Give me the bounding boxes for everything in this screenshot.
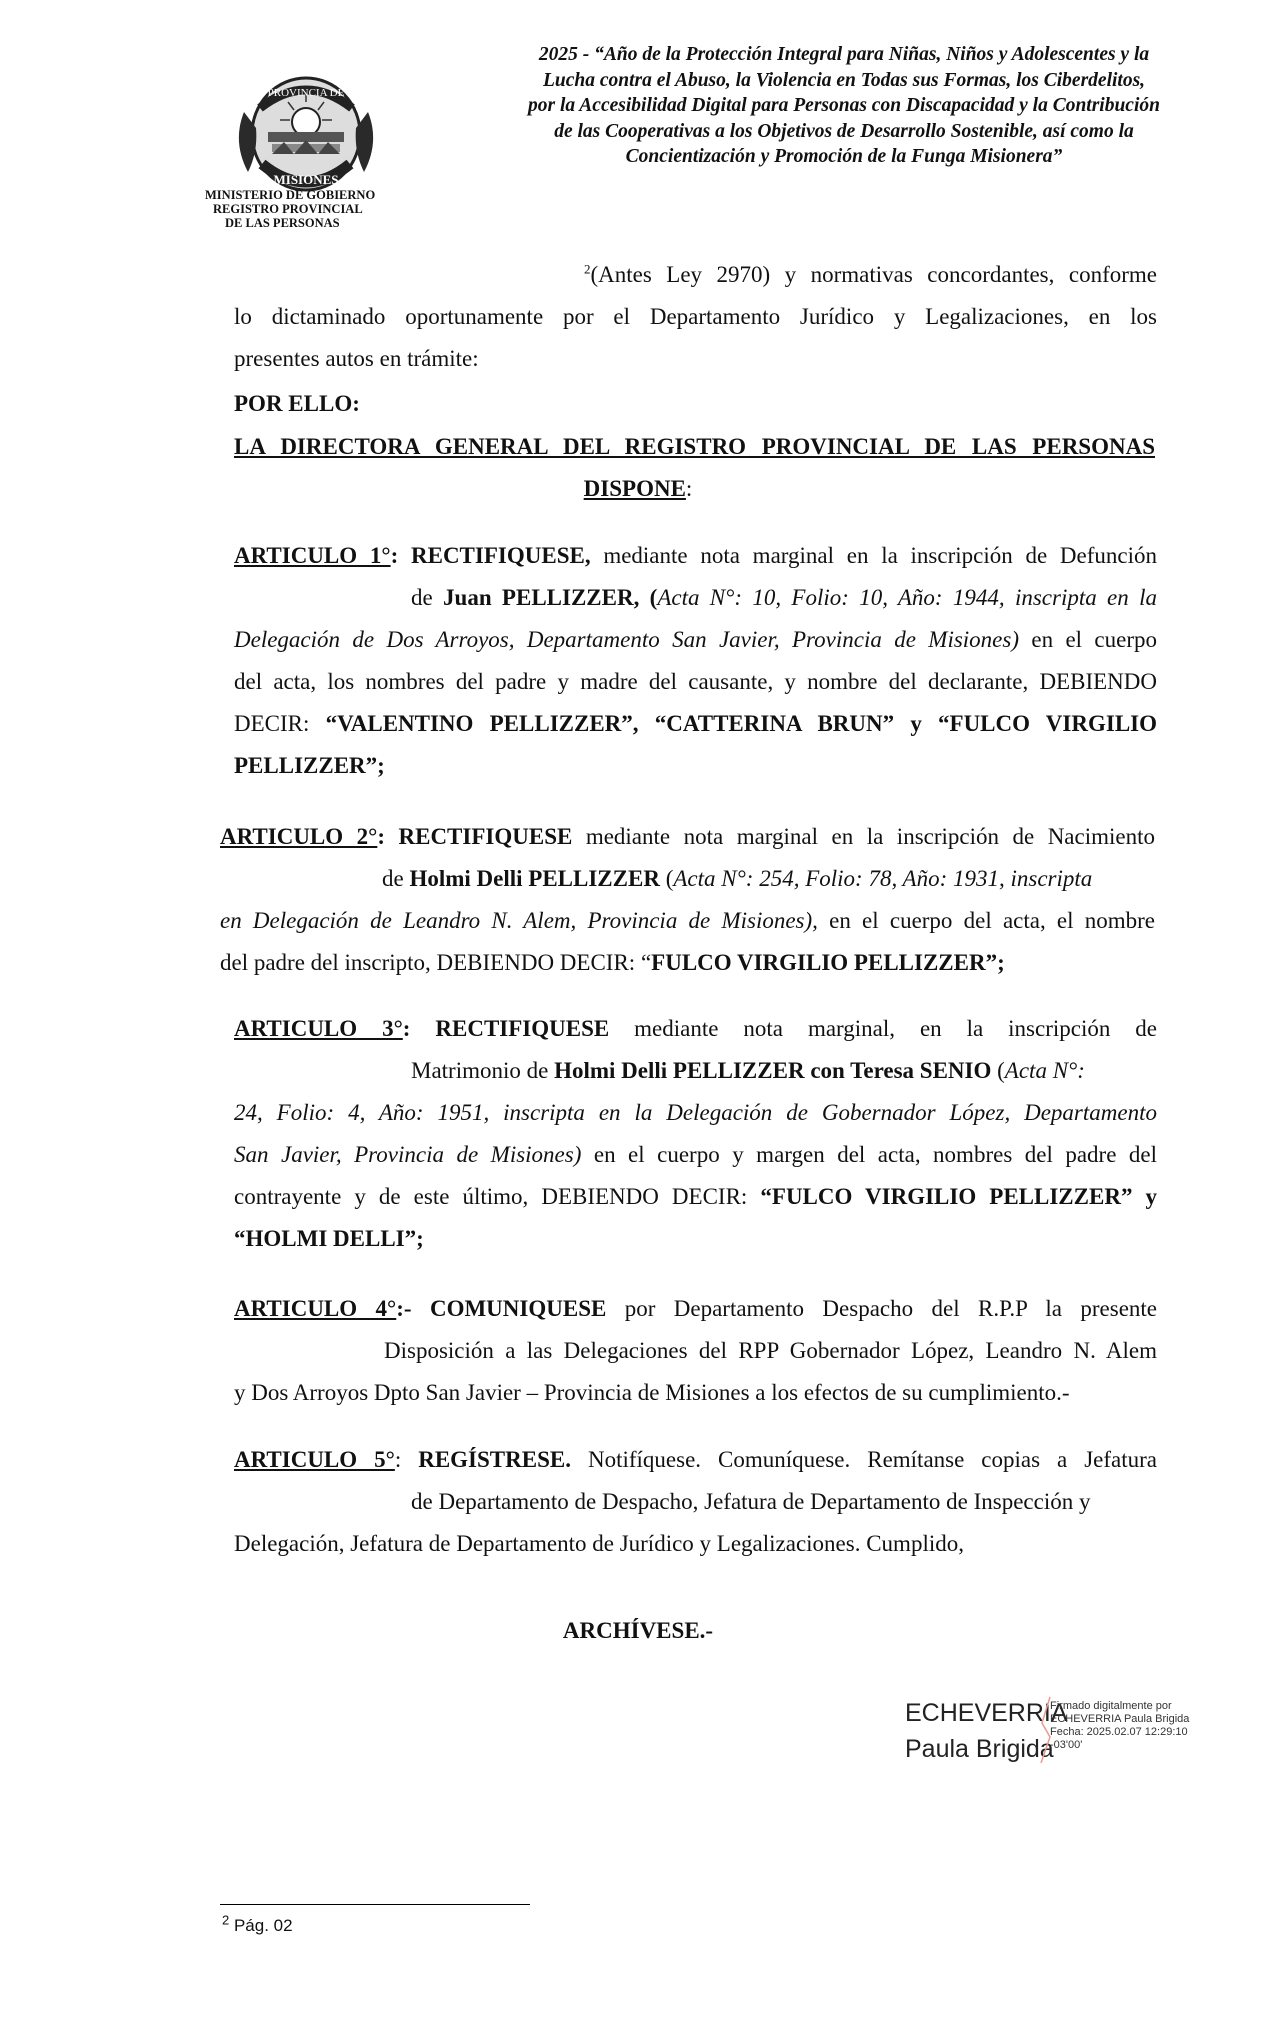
article-1 [234,535,1157,787]
article-label: ARTICULO 5° [234,1447,395,1472]
article-2 [220,816,1155,984]
person-name: Holmi Delli PELLIZZER con Teresa SENIO [554,1058,992,1083]
article-text: del acta, los nombres del padre y madre del causante, y nombre del declarante, DEBIENDO [234,669,1157,694]
year-motto [498,42,1190,170]
article-verb: COMUNIQUESE [429,1296,607,1321]
footnote [222,1912,293,1936]
article-text: Notifíquese. Comuníquese. Remítanse copias a Jefatura [570,1447,1158,1472]
motto-line: Concientización y Promoción de la Funga Misionera” [625,146,1063,167]
article-text: ( [659,866,674,891]
article-label: ARTICULO 1° [234,543,391,568]
signature-surname: ECHEVERRIA [905,1699,1068,1727]
article-colon: : [390,543,411,568]
digital-signature-meta [1050,1700,1189,1752]
acta-details: Acta N°: 254, Folio: 78, Año: 1931, inscripta [673,866,1093,891]
correct-names: “VALENTINO PELLIZZER”, “CATTERINA BRUN” y “FULCO VIRGILIO [325,711,1157,736]
article-text: Delegación, Jefatura de Departamento de Jurídico y Legalizaciones. Cumplido, [234,1531,964,1556]
article-text: por Departamento Despacho del R.P.P la presente [606,1296,1158,1321]
article-4 [234,1288,1157,1414]
article-text: ( [991,1058,1005,1083]
dispone-word: DISPONE [583,476,686,501]
dispone-heading [0,468,1276,510]
article-text: de Departamento de Despacho, Jefatura de Departamento de Inspección y [411,1489,1091,1514]
article-colon: :- [396,1296,430,1321]
acta-details: 24, Folio: 4, Año: 1951, inscripta en la Delegación de Gobernador López, Departamento [234,1100,1157,1125]
article-colon: : [394,1447,419,1472]
article-text: mediante nota marginal, en la inscripción de [609,1016,1157,1041]
correct-names: “FULCO VIRGILIO PELLIZZER” y [760,1184,1157,1209]
motto-line: Lucha contra el Abuso, la Violencia en Todas sus Formas, los Ciberdelitos, [542,69,1146,91]
acta-details: en Delegación de Leandro N. Alem, Provincia de Misiones), [220,908,818,933]
correct-names: PELLIZZER”; [234,753,385,778]
ministry-line: DE LAS PERSONAS [225,216,340,230]
person-name: Juan PELLIZZER, ( [443,585,658,610]
correct-names: “HOLMI DELLI”; [234,1226,424,1251]
footnote-text: Pág. 02 [229,1916,293,1935]
person-name: Holmi Delli PELLIZZER [409,866,660,891]
article-verb: RECTIFIQUESE [435,1016,610,1041]
article-text: DECIR: [234,711,326,736]
article-text: mediante nota marginal en la inscripción de Defunción [590,543,1157,568]
intro-line: presentes autos en trámite: [234,346,479,371]
signature-given-name: Paula Brigida [905,1735,1054,1763]
article-text: y Dos Arroyos Dpto San Javier – Provincia de Misiones a los efectos de su cumplimiento.- [234,1380,1070,1405]
article-text: en el cuerpo y margen del acta, nombres del padre del [581,1142,1157,1167]
motto-line: por la Accesibilidad Digital para Personas con Discapacidad y la Contribución [528,95,1160,116]
article-text: Matrimonio de [411,1058,555,1083]
svg-text:MISIONES: MISIONES [273,172,339,187]
article-text: de [411,585,444,610]
article-verb: REGÍSTRESE. [418,1447,571,1472]
article-verb: RECTIFIQUESE [398,824,573,849]
acta-details: San Javier, Provincia de Misiones) [234,1142,582,1167]
motto-line: de las Cooperativas a los Objetivos de Desarrollo Sostenible, así como la [554,120,1134,142]
article-text: del padre del inscripto, DEBIENDO DECIR: “ [220,950,652,975]
article-colon: : [377,824,399,849]
article-label: ARTICULO 2° [220,824,378,849]
archivese-closing: ARCHÍVESE.- [562,1618,714,1643]
article-label: ARTICULO 4° [234,1296,397,1321]
acta-details: Acta N°: 10, Folio: 10, Año: 1944, inscripta en la [657,585,1157,610]
footnote-number: 2 [222,1912,230,1928]
intro-line: lo dictaminado oportunamente por el Departamento Jurídico y Legalizaciones, en los [234,304,1157,329]
ministry-line: MINISTERIO DE GOBIERNO [205,188,376,202]
ministry-label [205,188,405,230]
dispone-colon: : [685,476,693,501]
motto-line: 2025 - “Año de la Protección Integral para Niñas, Niños y Adolescentes y la [538,44,1150,65]
article-5 [234,1439,1157,1565]
signature-meta-line: -03'00' [1050,1739,1083,1751]
article-3 [234,1008,1157,1260]
article-text: contrayente y de este último, DEBIENDO DECIR: [234,1184,761,1209]
article-label: ARTICULO 3° [234,1016,403,1041]
por-ello-heading: POR ELLO: [234,391,360,416]
article-text: de [382,866,410,891]
article-text: mediante nota marginal en la inscripción de Nacimiento [572,824,1155,849]
signature-meta-line: Firmado digitalmente por [1050,1700,1172,1712]
footnote-ref: 2 [584,261,591,277]
intro-line: (Antes Ley 2970) y normativas concordantes, conforme [590,262,1157,287]
svg-text:PROVINCIA DE: PROVINCIA DE [267,87,345,99]
signature-meta-line: Fecha: 2025.02.07 12:29:10 [1050,1726,1188,1738]
article-verb: RECTIFIQUESE, [411,543,591,568]
article-text: en el cuerpo [1019,627,1157,652]
directora-heading: LA DIRECTORA GENERAL DEL REGISTRO PROVINCIAL DE LAS PERSONAS [234,434,1155,459]
footnote-divider [220,1904,530,1905]
signature-meta-line: ECHEVERRIA Paula Brigida [1050,1713,1190,1725]
article-text: en el cuerpo del acta, el nombre [817,908,1155,933]
article-text: Disposición a las Delegaciones del RPP Gobernador López, Leandro N. Alem [384,1338,1157,1363]
ministry-line: REGISTRO PROVINCIAL [213,202,363,216]
correct-names: FULCO VIRGILIO PELLIZZER”; [651,950,1005,975]
article-colon: : [402,1016,436,1041]
acta-details: Delegación de Dos Arroyos, Departamento San Javier, Provincia de Misiones) [234,627,1019,652]
intro-paragraph [234,254,1157,380]
acta-details: Acta N°: [1004,1058,1085,1083]
province-seal-logo [232,72,380,198]
